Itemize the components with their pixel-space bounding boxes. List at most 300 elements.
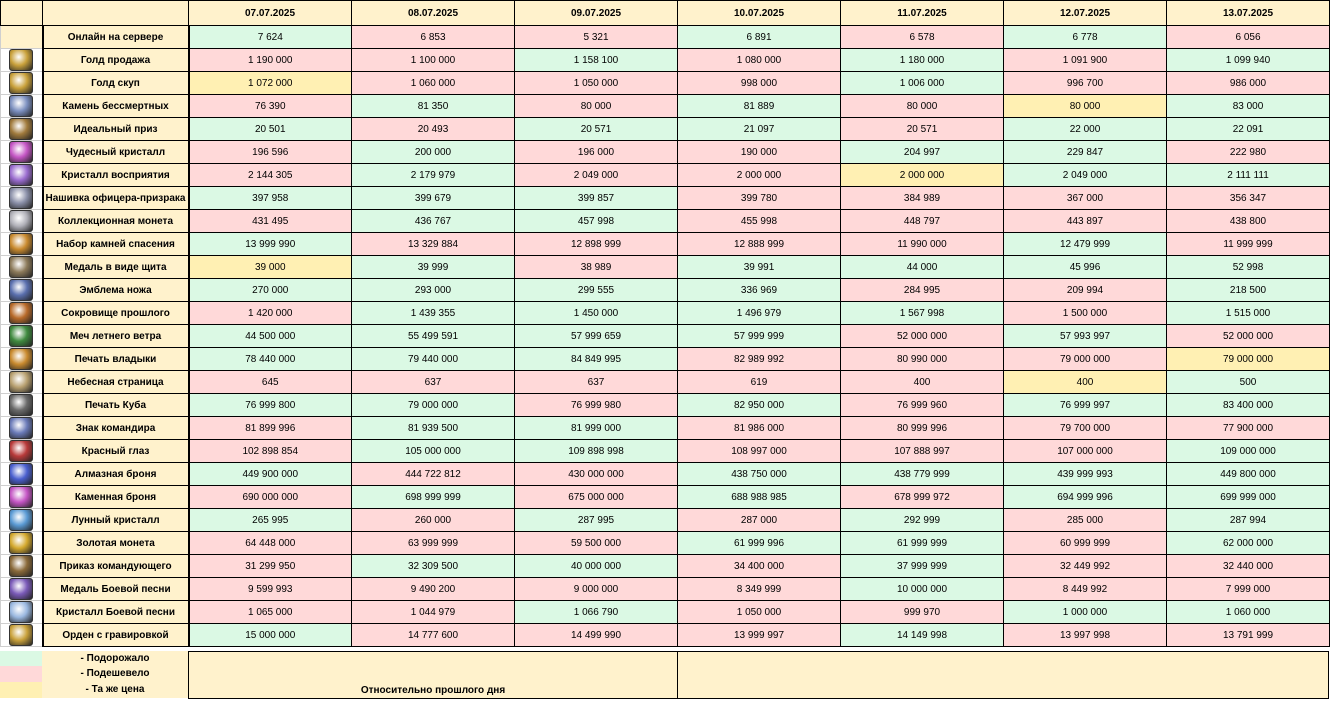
legend-swatch-up: [0, 651, 42, 666]
price-cell: 265 995: [189, 509, 352, 532]
price-cell: 1 000 000: [1004, 601, 1167, 624]
price-cell: 64 448 000: [189, 532, 352, 555]
table-row: [1, 233, 1330, 256]
icon-cell: [1, 256, 43, 279]
price-cell: 20 501: [189, 118, 352, 141]
price-cell: 675 000 000: [515, 486, 678, 509]
corner-cell: [1, 1, 43, 26]
icon-cell: [1, 210, 43, 233]
price-cell: 1 496 979: [678, 302, 841, 325]
price-cell: 80 000: [1004, 95, 1167, 118]
price-cell: 32 449 992: [1004, 555, 1167, 578]
price-cell: 62 000 000: [1167, 532, 1330, 555]
price-cell: 698 999 999: [352, 486, 515, 509]
price-cell: 299 555: [515, 279, 678, 302]
price-cell: 9 490 200: [352, 578, 515, 601]
header-row: [1, 1, 1330, 26]
icon-cell: [1, 440, 43, 463]
price-cell: 260 000: [352, 509, 515, 532]
price-cell: 196 596: [189, 141, 352, 164]
price-cell: 21 097: [678, 118, 841, 141]
price-cell: 22 000: [1004, 118, 1167, 141]
price-cell: 81 939 500: [352, 417, 515, 440]
stone-armor-icon: [9, 486, 33, 508]
table-row: [1, 394, 1330, 417]
price-cell: 76 390: [189, 95, 352, 118]
price-cell: 81 899 996: [189, 417, 352, 440]
price-cell: 1 050 000: [515, 72, 678, 95]
table-row: [1, 26, 1330, 49]
price-cell: 13 999 997: [678, 624, 841, 647]
price-cell: 32 309 500: [352, 555, 515, 578]
icon-cell: [1, 187, 43, 210]
price-cell: 996 700: [1004, 72, 1167, 95]
price-cell: 1 091 900: [1004, 49, 1167, 72]
price-cell: 55 499 591: [352, 325, 515, 348]
price-cell: 1 180 000: [841, 49, 1004, 72]
item-name: Кристалл восприятия: [43, 164, 189, 187]
item-name: Орден с гравировкой: [43, 624, 189, 647]
moon-crystal-icon: [9, 509, 33, 531]
price-cell: 1 072 000: [189, 72, 352, 95]
price-cell: 78 440 000: [189, 348, 352, 371]
price-cell: 292 999: [841, 509, 1004, 532]
price-cell: 229 847: [1004, 141, 1167, 164]
price-cell: 20 571: [841, 118, 1004, 141]
price-cell: 336 969: [678, 279, 841, 302]
summer-wind-sword-icon: [9, 325, 33, 347]
price-cell: 8 449 992: [1004, 578, 1167, 601]
price-cell: 52 000 000: [1167, 325, 1330, 348]
icon-cell: [1, 141, 43, 164]
price-cell: 108 997 000: [678, 440, 841, 463]
date-header: 11.07.2025: [841, 1, 1004, 26]
price-cell: 57 993 997: [1004, 325, 1167, 348]
icon-cell: [1, 348, 43, 371]
price-cell: 109 898 998: [515, 440, 678, 463]
table-row: [1, 486, 1330, 509]
price-cell: 287 995: [515, 509, 678, 532]
price-cell: 59 500 000: [515, 532, 678, 555]
price-cell: 80 999 996: [841, 417, 1004, 440]
price-cell: 690 000 000: [189, 486, 352, 509]
date-header: 12.07.2025: [1004, 1, 1167, 26]
cube-seal-icon: [9, 394, 33, 416]
price-cell: 1 060 000: [1167, 601, 1330, 624]
price-cell: 1 100 000: [352, 49, 515, 72]
legend-swatch-same: [0, 682, 42, 698]
ghost-officer-patch-icon: [9, 187, 33, 209]
perception-crystal-icon: [9, 164, 33, 186]
past-treasure-icon: [9, 302, 33, 324]
price-cell: 200 000: [352, 141, 515, 164]
icon-cell: [1, 302, 43, 325]
icon-cell: [1, 578, 43, 601]
money-bag-icon: [9, 72, 33, 94]
price-cell: 399 857: [515, 187, 678, 210]
collector-coin-icon: [9, 210, 33, 232]
price-cell: 76 999 960: [841, 394, 1004, 417]
price-cell: 438 800: [1167, 210, 1330, 233]
price-cell: 5 321: [515, 26, 678, 49]
price-cell: 444 722 812: [352, 463, 515, 486]
price-cell: 2 144 305: [189, 164, 352, 187]
icon-cell: [1, 325, 43, 348]
price-cell: 11 990 000: [841, 233, 1004, 256]
price-cell: 448 797: [841, 210, 1004, 233]
price-cell: 12 898 999: [515, 233, 678, 256]
price-cell: 6 853: [352, 26, 515, 49]
price-cell: 102 898 854: [189, 440, 352, 463]
table-row: [1, 187, 1330, 210]
price-cell: 999 970: [841, 601, 1004, 624]
immortal-stone-icon: [9, 95, 33, 117]
price-cell: 190 000: [678, 141, 841, 164]
price-cell: 293 000: [352, 279, 515, 302]
money-bag-icon: [9, 49, 33, 71]
table-row: [1, 141, 1330, 164]
price-cell: 61 999 996: [678, 532, 841, 555]
table-row: [1, 302, 1330, 325]
price-cell: 2 179 979: [352, 164, 515, 187]
commander-sign-icon: [9, 417, 33, 439]
price-cell: 400: [841, 371, 1004, 394]
item-name: Приказ командующего: [43, 555, 189, 578]
price-cell: 13 997 998: [1004, 624, 1167, 647]
price-cell: 12 479 999: [1004, 233, 1167, 256]
price-cell: 14 149 998: [841, 624, 1004, 647]
perfect-prize-icon: [9, 118, 33, 140]
legend-note: Относительно прошлого дня: [360, 685, 506, 696]
price-cell: 63 999 999: [352, 532, 515, 555]
item-name: Золотая монета: [43, 532, 189, 555]
price-cell: 986 000: [1167, 72, 1330, 95]
table-row: [1, 578, 1330, 601]
price-cell: 1 420 000: [189, 302, 352, 325]
price-cell: 284 995: [841, 279, 1004, 302]
price-cell: 20 571: [515, 118, 678, 141]
price-cell: 61 999 999: [841, 532, 1004, 555]
price-cell: 8 349 999: [678, 578, 841, 601]
price-cell: 81 986 000: [678, 417, 841, 440]
icon-cell: [1, 555, 43, 578]
price-cell: 52 000 000: [841, 325, 1004, 348]
heavenly-page-icon: [9, 371, 33, 393]
price-cell: 14 499 990: [515, 624, 678, 647]
price-cell: 82 950 000: [678, 394, 841, 417]
price-cell: 397 958: [189, 187, 352, 210]
price-cell: 449 900 000: [189, 463, 352, 486]
price-cell: 52 998: [1167, 256, 1330, 279]
price-cell: 6 778: [1004, 26, 1167, 49]
price-cell: 38 989: [515, 256, 678, 279]
price-cell: 1 060 000: [352, 72, 515, 95]
price-cell: 438 750 000: [678, 463, 841, 486]
price-cell: 449 800 000: [1167, 463, 1330, 486]
table-row: [1, 555, 1330, 578]
item-name: Лунный кристалл: [43, 509, 189, 532]
price-cell: 699 999 000: [1167, 486, 1330, 509]
price-cell: 443 897: [1004, 210, 1167, 233]
item-name: Онлайн на сервере: [43, 26, 189, 49]
price-cell: 39 991: [678, 256, 841, 279]
legend-note-box: [188, 651, 678, 699]
icon-cell: [1, 509, 43, 532]
date-header: 08.07.2025: [352, 1, 515, 26]
price-cell: 32 440 000: [1167, 555, 1330, 578]
table-row: [1, 601, 1330, 624]
icon-cell: [1, 486, 43, 509]
price-cell: 222 980: [1167, 141, 1330, 164]
table-row: [1, 95, 1330, 118]
item-name: Эмблема ножа: [43, 279, 189, 302]
price-cell: 2 049 000: [515, 164, 678, 187]
price-cell: 22 091: [1167, 118, 1330, 141]
price-cell: 76 999 997: [1004, 394, 1167, 417]
table-row: [1, 624, 1330, 647]
price-cell: 10 000 000: [841, 578, 1004, 601]
price-cell: 44 500 000: [189, 325, 352, 348]
table-row: [1, 509, 1330, 532]
price-cell: 45 996: [1004, 256, 1167, 279]
knife-emblem-icon: [9, 279, 33, 301]
price-cell: 7 624: [189, 26, 352, 49]
item-name: Алмазная броня: [43, 463, 189, 486]
price-cell: 1 567 998: [841, 302, 1004, 325]
engraved-order-icon: [9, 624, 33, 646]
price-cell: 430 000 000: [515, 463, 678, 486]
item-name: Чудесный кристалл: [43, 141, 189, 164]
date-header: 07.07.2025: [189, 1, 352, 26]
table-row: [1, 164, 1330, 187]
price-cell: 619: [678, 371, 841, 394]
price-cell: 399 679: [352, 187, 515, 210]
price-cell: 109 000 000: [1167, 440, 1330, 463]
price-cell: 13 791 999: [1167, 624, 1330, 647]
price-cell: 431 495: [189, 210, 352, 233]
item-name: Медаль в виде щита: [43, 256, 189, 279]
price-cell: 436 767: [352, 210, 515, 233]
price-cell: 367 000: [1004, 187, 1167, 210]
item-name: Небесная страница: [43, 371, 189, 394]
table-row: [1, 463, 1330, 486]
table-row: [1, 49, 1330, 72]
price-cell: 2 049 000: [1004, 164, 1167, 187]
price-cell: 998 000: [678, 72, 841, 95]
price-cell: 80 990 000: [841, 348, 1004, 371]
price-cell: 1 006 000: [841, 72, 1004, 95]
price-cell: 20 493: [352, 118, 515, 141]
commander-order-icon: [9, 555, 33, 577]
price-cell: 83 400 000: [1167, 394, 1330, 417]
item-name: Идеальный приз: [43, 118, 189, 141]
icon-cell: [1, 49, 43, 72]
price-cell: 76 999 980: [515, 394, 678, 417]
price-cell: 457 998: [515, 210, 678, 233]
price-cell: 57 999 999: [678, 325, 841, 348]
item-name: Знак командира: [43, 417, 189, 440]
icon-cell: [1, 118, 43, 141]
price-cell: 287 994: [1167, 509, 1330, 532]
icon-cell: [1, 601, 43, 624]
item-name: Печать Куба: [43, 394, 189, 417]
price-cell: 285 000: [1004, 509, 1167, 532]
price-cell: 1 080 000: [678, 49, 841, 72]
price-cell: 13 329 884: [352, 233, 515, 256]
icon-cell: [1, 624, 43, 647]
price-cell: 79 440 000: [352, 348, 515, 371]
price-cell: 287 000: [678, 509, 841, 532]
table-row: [1, 256, 1330, 279]
price-cell: 60 999 999: [1004, 532, 1167, 555]
price-cell: 39 999: [352, 256, 515, 279]
salvation-stones-icon: [9, 233, 33, 255]
table-row: [1, 279, 1330, 302]
legend-label-down: - Подешевело: [42, 666, 188, 682]
price-cell: 1 044 979: [352, 601, 515, 624]
price-cell: 6 056: [1167, 26, 1330, 49]
price-cell: 218 500: [1167, 279, 1330, 302]
price-cell: 399 780: [678, 187, 841, 210]
table-row: [1, 440, 1330, 463]
price-cell: 14 777 600: [352, 624, 515, 647]
price-cell: 82 989 992: [678, 348, 841, 371]
item-name: Сокровище прошлого: [43, 302, 189, 325]
price-cell: 1 439 355: [352, 302, 515, 325]
price-cell: 81 889: [678, 95, 841, 118]
price-cell: 79 000 000: [352, 394, 515, 417]
price-cell: 1 099 940: [1167, 49, 1330, 72]
price-cell: 31 299 950: [189, 555, 352, 578]
price-cell: 1 050 000: [678, 601, 841, 624]
price-cell: 7 999 000: [1167, 578, 1330, 601]
icon-cell: [1, 233, 43, 256]
price-cell: 400: [1004, 371, 1167, 394]
price-cell: 500: [1167, 371, 1330, 394]
price-cell: 37 999 999: [841, 555, 1004, 578]
price-cell: 2 000 000: [841, 164, 1004, 187]
icon-cell: [1, 532, 43, 555]
item-name: Медаль Боевой песни: [43, 578, 189, 601]
price-cell: 79 000 000: [1004, 348, 1167, 371]
price-cell: 11 999 999: [1167, 233, 1330, 256]
price-cell: 39 000: [189, 256, 352, 279]
item-name: Коллекционная монета: [43, 210, 189, 233]
price-cell: 107 000 000: [1004, 440, 1167, 463]
item-name: Печать владыки: [43, 348, 189, 371]
price-cell: 84 849 995: [515, 348, 678, 371]
price-cell: 2 000 000: [678, 164, 841, 187]
price-cell: 688 988 985: [678, 486, 841, 509]
price-cell: 196 000: [515, 141, 678, 164]
price-cell: 83 000: [1167, 95, 1330, 118]
item-name: Красный глаз: [43, 440, 189, 463]
table-row: [1, 532, 1330, 555]
icon-cell: [1, 164, 43, 187]
gold-coin-icon: [9, 532, 33, 554]
price-cell: 1 158 100: [515, 49, 678, 72]
diamond-armor-icon: [9, 463, 33, 485]
battlesong-medal-icon: [9, 578, 33, 600]
table-row: [1, 118, 1330, 141]
icon-cell: [1, 394, 43, 417]
table-row: [1, 348, 1330, 371]
price-cell: 57 999 659: [515, 325, 678, 348]
table-row: [1, 325, 1330, 348]
item-name: Каменная броня: [43, 486, 189, 509]
price-cell: 79 700 000: [1004, 417, 1167, 440]
price-cell: 9 599 993: [189, 578, 352, 601]
price-cell: 6 891: [678, 26, 841, 49]
legend-empty-box: [677, 651, 1329, 699]
shield-medal-icon: [9, 256, 33, 278]
price-cell: 77 900 000: [1167, 417, 1330, 440]
price-cell: 2 111 111: [1167, 164, 1330, 187]
price-cell: 384 989: [841, 187, 1004, 210]
price-cell: 694 999 996: [1004, 486, 1167, 509]
icon-cell: [1, 463, 43, 486]
price-cell: 80 000: [515, 95, 678, 118]
table-row: [1, 417, 1330, 440]
price-cell: 209 994: [1004, 279, 1167, 302]
price-cell: 678 999 972: [841, 486, 1004, 509]
price-cell: 1 190 000: [189, 49, 352, 72]
price-cell: 6 578: [841, 26, 1004, 49]
price-cell: 438 779 999: [841, 463, 1004, 486]
price-cell: 76 999 800: [189, 394, 352, 417]
price-cell: 80 000: [841, 95, 1004, 118]
price-cell: 107 888 997: [841, 440, 1004, 463]
price-cell: 645: [189, 371, 352, 394]
price-cell: 15 000 000: [189, 624, 352, 647]
price-cell: 356 347: [1167, 187, 1330, 210]
price-cell: 13 999 990: [189, 233, 352, 256]
price-cell: 637: [515, 371, 678, 394]
price-cell: 270 000: [189, 279, 352, 302]
item-name: Голд продажа: [43, 49, 189, 72]
icon-cell: [1, 417, 43, 440]
price-cell: 79 000 000: [1167, 348, 1330, 371]
battlesong-crystal-icon: [9, 601, 33, 623]
price-cell: 44 000: [841, 256, 1004, 279]
date-header: 09.07.2025: [515, 1, 678, 26]
date-header: 10.07.2025: [678, 1, 841, 26]
item-name: Камень бессмертных: [43, 95, 189, 118]
price-cell: 439 999 993: [1004, 463, 1167, 486]
icon-cell: [1, 95, 43, 118]
item-name: Нашивка офицера-призрака: [43, 187, 189, 210]
lord-seal-icon: [9, 348, 33, 370]
price-cell: 1 500 000: [1004, 302, 1167, 325]
item-name: Голд скуп: [43, 72, 189, 95]
price-cell: 81 350: [352, 95, 515, 118]
legend-label-same: - Та же цена: [42, 682, 188, 698]
icon-cell: [1, 279, 43, 302]
price-cell: 1 066 790: [515, 601, 678, 624]
table-row: [1, 72, 1330, 95]
legend-label-up: - Подорожало: [42, 651, 188, 666]
icon-cell: [1, 371, 43, 394]
price-cell: 204 997: [841, 141, 1004, 164]
table-row: [1, 210, 1330, 233]
price-cell: 455 998: [678, 210, 841, 233]
price-cell: 1 515 000: [1167, 302, 1330, 325]
icon-cell: [1, 26, 43, 49]
price-cell: 637: [352, 371, 515, 394]
date-header: 13.07.2025: [1167, 1, 1330, 26]
price-cell: 9 000 000: [515, 578, 678, 601]
item-name: Кристалл Боевой песни: [43, 601, 189, 624]
